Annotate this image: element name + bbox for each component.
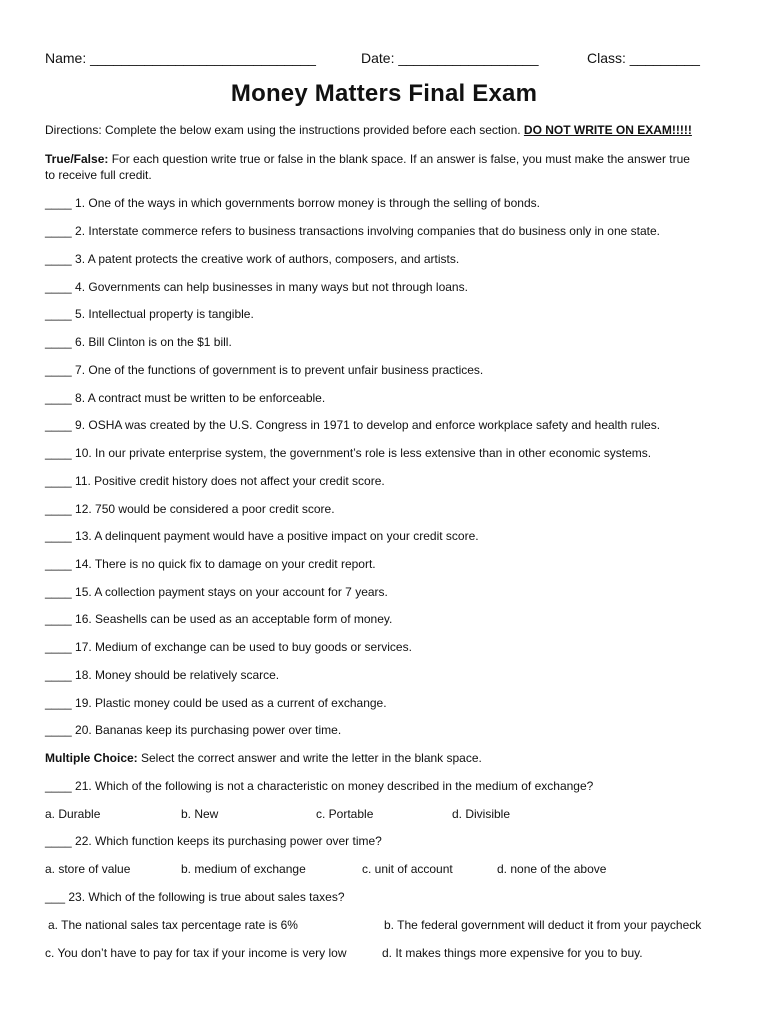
directions [45, 123, 692, 138]
question-item: ____ 13. A delinquent payment would have a positive impact on your credit score. [45, 529, 479, 543]
answer-option: c. You don’t have to pay for tax if your income is very low [45, 946, 347, 960]
multiple-choice-instructions-text: Select the correct answer and write the letter in the blank space. [137, 751, 482, 765]
answer-option: d. It makes things more expensive for you to buy. [382, 946, 643, 960]
directions-warning: DO NOT WRITE ON EXAM!!!!! [523, 123, 692, 137]
question-item: ____ 10. In our private enterprise system, the government’s role is less extensive than in other economic systems. [45, 446, 652, 460]
directions-text: Directions: Complete the below exam using the instructions provided before each section. [45, 123, 524, 137]
true-false-instructions-cont: to receive full credit. [45, 168, 152, 182]
question-item: ___ 23. Which of the following is true about sales taxes? [45, 890, 345, 904]
answer-option: b. The federal government will deduct it from your paycheck [384, 918, 702, 932]
name-field-line: Name: _____________________________ [45, 50, 316, 66]
true-false-label: True/False: [45, 152, 109, 166]
question-item: ____ 7. One of the functions of government is to prevent unfair business practices. [45, 363, 484, 377]
question-item: ____ 3. A patent protects the creative work of authors, composers, and artists. [45, 252, 460, 266]
class-field-line: Class: _________ [587, 50, 700, 66]
answer-option: c. Portable [316, 807, 374, 821]
question-item: ____ 17. Medium of exchange can be used to buy goods or services. [45, 640, 412, 654]
question-item: ____ 5. Intellectual property is tangible. [45, 307, 254, 321]
question-item: ____ 11. Positive credit history does not affect your credit score. [45, 474, 385, 488]
question-item: ____ 15. A collection payment stays on your account for 7 years. [45, 585, 388, 599]
question-item: ____ 14. There is no quick fix to damage on your credit report. [45, 557, 376, 571]
question-item: ____ 16. Seashells can be used as an acceptable form of money. [45, 612, 393, 626]
answer-option: a. The national sales tax percentage rate is 6% [48, 918, 298, 932]
question-item: ____ 1. One of the ways in which governments borrow money is through the selling of bonds. [45, 196, 540, 210]
question-item: ____ 9. OSHA was created by the U.S. Congress in 1971 to develop and enforce workplace safety and health rules. [45, 418, 661, 432]
answer-option: a. store of value [45, 862, 131, 876]
multiple-choice-instructions [45, 751, 482, 766]
question-item: ____ 21. Which of the following is not a characteristic on money described in the medium of exchange? [45, 779, 594, 793]
question-item: ____ 20. Bananas keep its purchasing power over time. [45, 723, 342, 737]
answer-option: d. none of the above [497, 862, 607, 876]
question-item: ____ 18. Money should be relatively scarce. [45, 668, 280, 682]
answer-option: a. Durable [45, 807, 101, 821]
question-item: ____ 2. Interstate commerce refers to business transactions involving companies that do business only in one state. [45, 224, 660, 238]
answer-option: d. Divisible [452, 807, 511, 821]
question-item: ____ 19. Plastic money could be used as a current of exchange. [45, 696, 387, 710]
date-field-line: Date: __________________ [361, 50, 539, 66]
answer-option: c. unit of account [362, 862, 453, 876]
question-item: ____ 6. Bill Clinton is on the $1 bill. [45, 335, 232, 349]
page-title: Money Matters Final Exam [230, 80, 538, 107]
true-false-instructions-text: For each question write true or false in the blank space. If an answer is false, you must make the answer true [108, 152, 690, 166]
multiple-choice-label: Multiple Choice: [45, 751, 138, 765]
question-item: ____ 12. 750 would be considered a poor credit score. [45, 502, 335, 516]
question-item: ____ 8. A contract must be written to be enforceable. [45, 391, 326, 405]
question-item: ____ 22. Which function keeps its purchasing power over time? [45, 834, 382, 848]
true-false-instructions [45, 152, 690, 167]
answer-option: b. medium of exchange [181, 862, 306, 876]
answer-option: b. New [181, 807, 219, 821]
question-item: ____ 4. Governments can help businesses in many ways but not through loans. [45, 280, 468, 294]
